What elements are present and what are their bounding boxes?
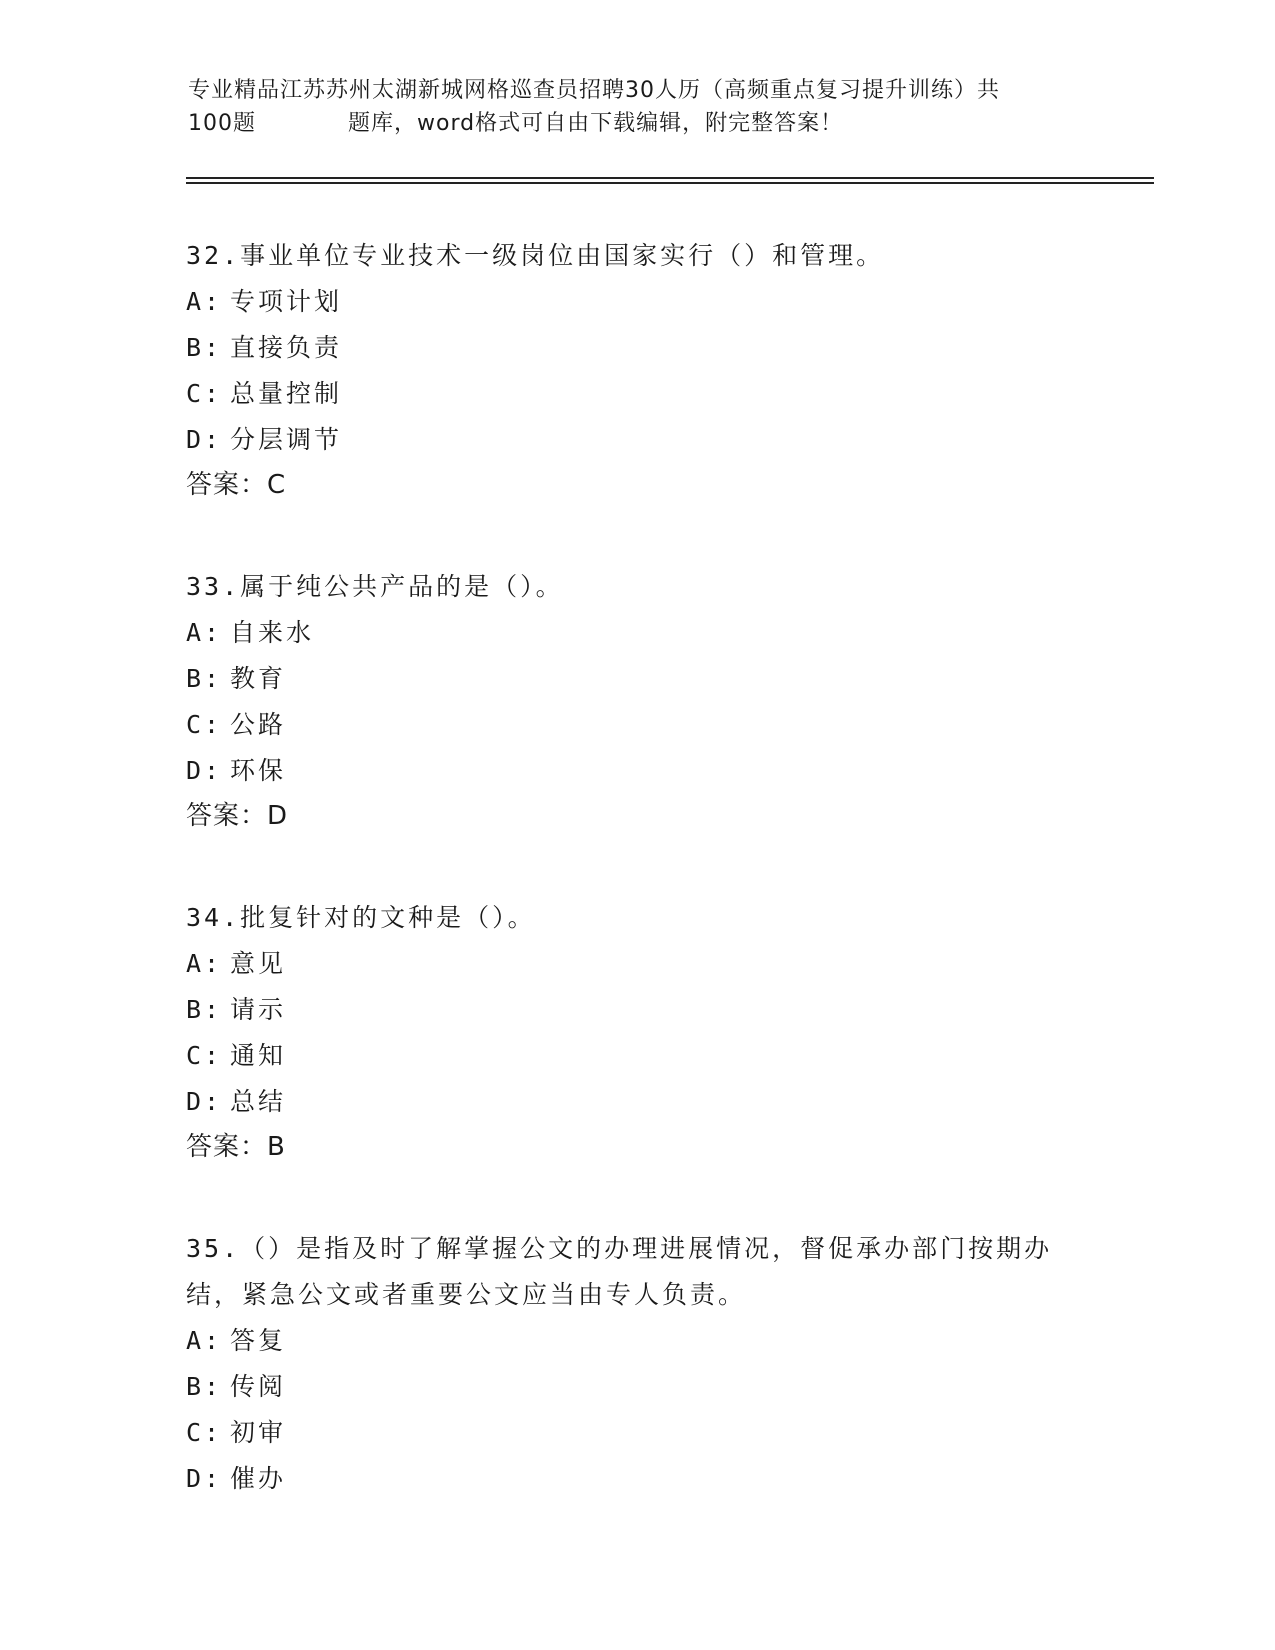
option-c xyxy=(186,1033,1086,1079)
question-stem: 33.属于纯公共产品的是（）。 xyxy=(186,572,564,601)
answer-line: 答案：D xyxy=(186,801,289,831)
option-key: D: xyxy=(186,1464,223,1493)
option-key: A: xyxy=(186,618,223,647)
question-32 xyxy=(186,233,1086,507)
option-text: 请示 xyxy=(230,995,287,1024)
option-text: 环保 xyxy=(230,756,287,785)
option-key: C: xyxy=(186,710,223,739)
answer-line: 答案：B xyxy=(186,1132,286,1162)
option-c xyxy=(186,1410,1086,1456)
option-text: 意见 xyxy=(230,949,287,978)
question-34 xyxy=(186,895,1086,1169)
question-stem: 34.批复针对的文种是（）。 xyxy=(186,903,536,932)
option-text: 答复 xyxy=(230,1326,287,1355)
option-a xyxy=(186,610,1086,656)
option-key: C: xyxy=(186,1418,223,1447)
option-key: B: xyxy=(186,1372,223,1401)
option-d xyxy=(186,417,1086,463)
option-text: 分层调节 xyxy=(230,425,343,454)
option-key: A: xyxy=(186,949,223,978)
option-text: 传阅 xyxy=(230,1372,287,1401)
option-key: B: xyxy=(186,995,223,1024)
option-b xyxy=(186,1364,1086,1410)
answer-line: 答案：C xyxy=(186,470,287,500)
option-a xyxy=(186,1318,1086,1364)
option-text: 直接负责 xyxy=(230,333,343,362)
option-text: 总量控制 xyxy=(230,379,343,408)
option-text: 自来水 xyxy=(230,618,315,647)
option-d xyxy=(186,1456,1086,1502)
option-key: D: xyxy=(186,756,223,785)
header-title-line-1: 专业精品江苏苏州太湖新城网格巡查员招聘30人历（高频重点复习提升训练）共 xyxy=(188,78,1000,103)
option-text: 通知 xyxy=(230,1041,287,1070)
option-key: B: xyxy=(186,664,223,693)
option-key: D: xyxy=(186,1087,223,1116)
question-35 xyxy=(186,1226,1086,1502)
option-c xyxy=(186,371,1086,417)
header-divider-bottom xyxy=(186,182,1154,184)
header-title-line-2: 100题 题库，word格式可自由下载编辑，附完整答案！ xyxy=(188,111,844,136)
option-d xyxy=(186,748,1086,794)
option-text: 教育 xyxy=(230,664,287,693)
option-key: B: xyxy=(186,333,223,362)
option-b xyxy=(186,656,1086,702)
question-list xyxy=(186,233,1086,1559)
option-a xyxy=(186,941,1086,987)
option-key: D: xyxy=(186,425,223,454)
question-stem: 32.事业单位专业技术一级岗位由国家实行（）和管理。 xyxy=(186,241,885,270)
option-text: 总结 xyxy=(230,1087,287,1116)
option-key: C: xyxy=(186,1041,223,1070)
option-text: 专项计划 xyxy=(230,287,343,316)
option-key: A: xyxy=(186,287,223,316)
option-text: 初审 xyxy=(230,1418,287,1447)
header-divider-top xyxy=(186,177,1154,179)
option-d xyxy=(186,1079,1086,1125)
option-key: C: xyxy=(186,379,223,408)
option-key: A: xyxy=(186,1326,223,1355)
question-stem: 35.（）是指及时了解掌握公文的办理进展情况，督促承办部门按期办结，紧急公文或者重要公文应当由专人负责。 xyxy=(186,1234,1053,1309)
document-header xyxy=(188,74,1088,140)
option-b xyxy=(186,325,1086,371)
option-text: 催办 xyxy=(230,1464,287,1493)
option-b xyxy=(186,987,1086,1033)
option-text: 公路 xyxy=(230,710,287,739)
option-a xyxy=(186,279,1086,325)
option-c xyxy=(186,702,1086,748)
question-33 xyxy=(186,564,1086,838)
